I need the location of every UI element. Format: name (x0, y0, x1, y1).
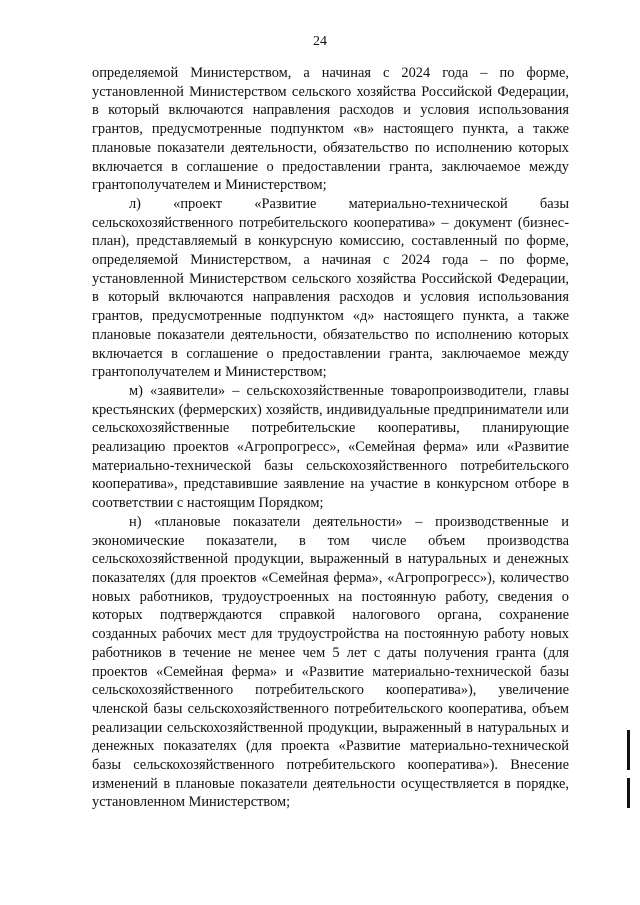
document-body (92, 64, 569, 812)
scan-edge-mark (627, 730, 630, 770)
paragraph-item-l: л) «проект «Развитие материально-технической базы сельскохозяйственного потребительского кооператива» – документ (бизнес-план), представляемый в конкурсную комиссию, составленный по форме, определяемой Министерством, а начиная с 2024 года – по форме, установленной Министерством сельского хозяйства Российской Федерации, в который включаются направления расходов и условия использования грантов, предусмотренные подпунктом «д» настоящего пункта, а также плановые показатели деятельности, обязательство по исполнению которых включается в соглашение о предоставлении гранта, заключаемое между грантополучателем и Министерством; (92, 195, 569, 381)
paragraph-continuation: определяемой Министерством, а начиная с 2024 года – по форме, установленной Министерством сельского хозяйства Российской Федерации, в который включаются направления расходов и условия использования грантов, предусмотренные подпунктом «в» настоящего пункта, а также плановые показатели деятельности, обязательство по исполнению которых включается в соглашение о предоставлении гранта, заключаемое между грантополучателем и Министерством; (92, 65, 569, 194)
paragraph-item-m: м) «заявители» – сельскохозяйственные товаропроизводители, главы крестьянских (фермерских) хозяйств, индивидуальные предприниматели или сельскохозяйственные потребительские кооперативы, планирующие реализацию проектов «Агропрогресс», «Семейная ферма» или «Развитие материально-технической базы сельскохозяйственного потребительского кооператива», представившие заявление на участие в конкурсном отборе в соответствии с настоящим Порядком; (92, 382, 569, 512)
paragraph-item-n: н) «плановые показатели деятельности» – производственные и экономические показатели, в том числе объем производства сельскохозяйственной продукции, выраженный в натуральных и денежных показателях (для проектов «Семейная ферма», «Агропрогресс»), количество новых работников, трудоустроенных на постоянную работу, сведения о которых подтверждаются справкой налогового органа, сохранение созданных рабочих мест для трудоустройства на постоянную работу новых работников в течение не менее чем 5 лет с даты получения гранта (для проектов «Семейная ферма» и «Развитие материально-технической базы сельскохозяйственного потребительского кооператива»), увеличение членской базы сельскохозяйственного потребительского кооператива, объем реализации сельскохозяйственной продукции, выраженный в натуральных и денежных показателях (для проекта «Развитие материально-технической базы сельскохозяйственного потребительского кооператива»). Внесение изменений в плановые показатели деятельности осуществляется в порядке, установленном Министерством; (92, 513, 569, 811)
page-number: 24 (313, 34, 327, 49)
scan-edge-mark (627, 778, 630, 808)
